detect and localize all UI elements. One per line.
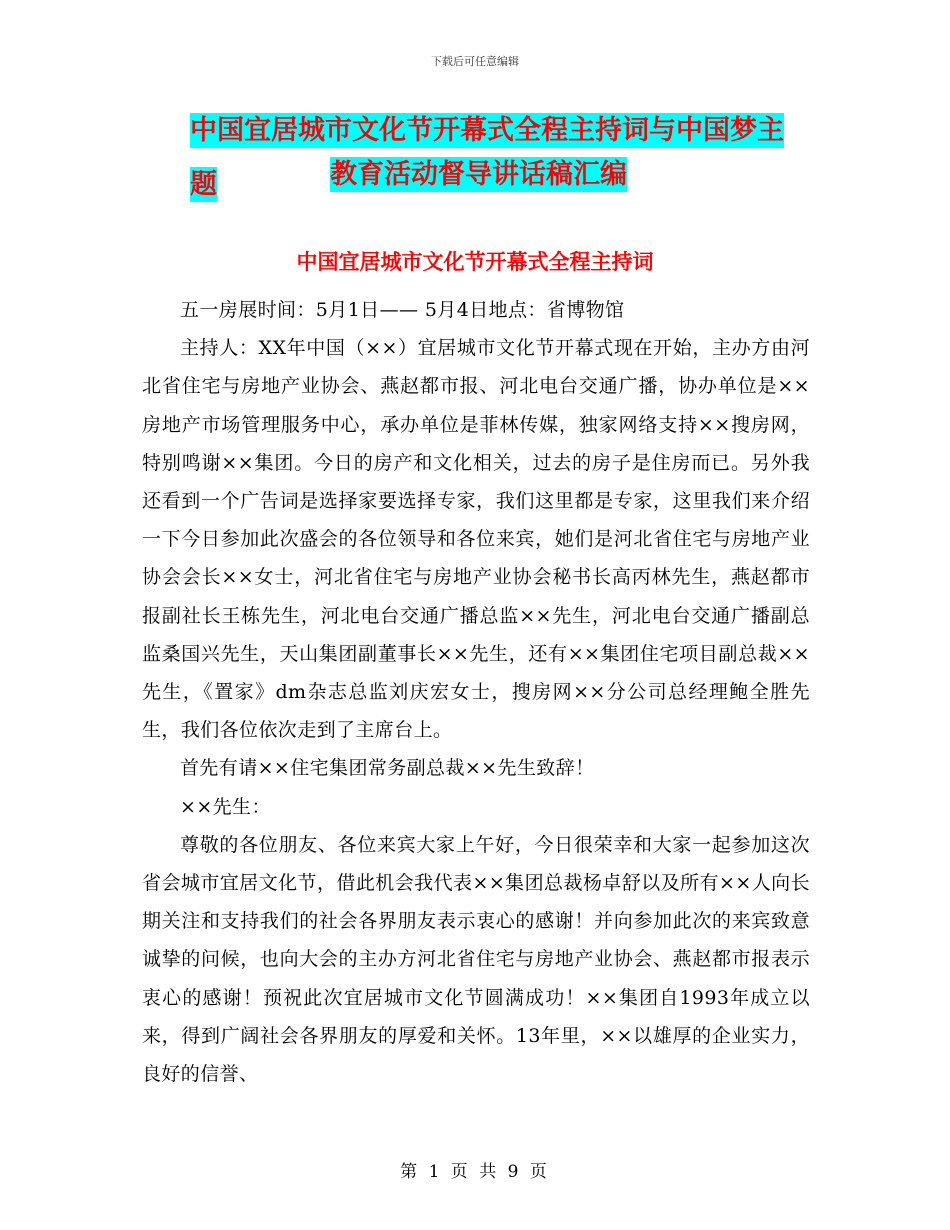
paragraph-host-opening: 主持人：XX年中国（××）宜居城市文化节开幕式现在开始，主办方由河北省住宅与房地产业协会、燕赵都市报、河北电台交通广播，协办单位是××房地产市场管理服务中心，承办单位是菲林传媒，独家网络支持××搜房网，特别鸣谢××集团。今日的房产和文化相关，过去的房子是住房而已。另外我还看到一个广告词是选择家要选择专家，我们这里都是专家，这里我们来介绍一下今日参加此次盛会的各位领导和各位来宾，她们是河北省住宅与房地产业协会会长××女士，河北省住宅与房地产业协会秘书长高丙林先生，燕赵都市报副社长王栋先生，河北电台交通广播总监××先生，河北电台交通广播副总监桑国兴先生，天山集团副董事长××先生，还有××集团住宅项目副总裁××先生，《置家》dm杂志总监刘庆宏女士，搜房网××分公司总经理鲍全胜先生，我们各位依次走到了主席台上。 [142, 337, 810, 742]
paragraph-speech: 尊敬的各位朋友、各位来宾大家上午好，今日很荣幸和大家一起参加这次省会城市宜居文化节，借此机会我代表××集团总裁杨卓舒以及所有××人向长期关注和支持我们的社会各界朋友表示衷心的感谢！并向参加此次的来宾致意诚挚的问候，也向大会的主办方河北省住宅与房地产业协会、燕赵都市报表示衷心的感谢！预祝此次宜居城市文化节圆满成功！××集团自1993年成立以来，得到广阔社会各界朋友的厚爱和关怀。13年里，××以雄厚的企业实力，良好的信誉、 [142, 833, 810, 1086]
page-number-footer: 第 1 页 共 9 页 [400, 1162, 550, 1182]
page-header-note: 下载后可任意编辑 [431, 55, 519, 68]
document-title-line-2 [330, 148, 627, 202]
document-body [142, 291, 810, 1093]
document-title-text-1: 中国宜居城市文化节开幕式全程主持词与中国梦主题 [190, 115, 784, 200]
paragraph-invitation: 首先有请××住宅集团常务副总裁××先生致辞！ [180, 757, 595, 780]
paragraph-exhibition-info: 五一房展时间：5月1日—— 5月4日地点：省博物馆 [180, 299, 625, 321]
section-title: 中国宜居城市文化节开幕式全程主持词 [296, 250, 654, 274]
paragraph-speaker: ××先生： [180, 795, 271, 818]
document-title-text-2: 教育活动督导讲话稿汇编 [330, 159, 627, 190]
